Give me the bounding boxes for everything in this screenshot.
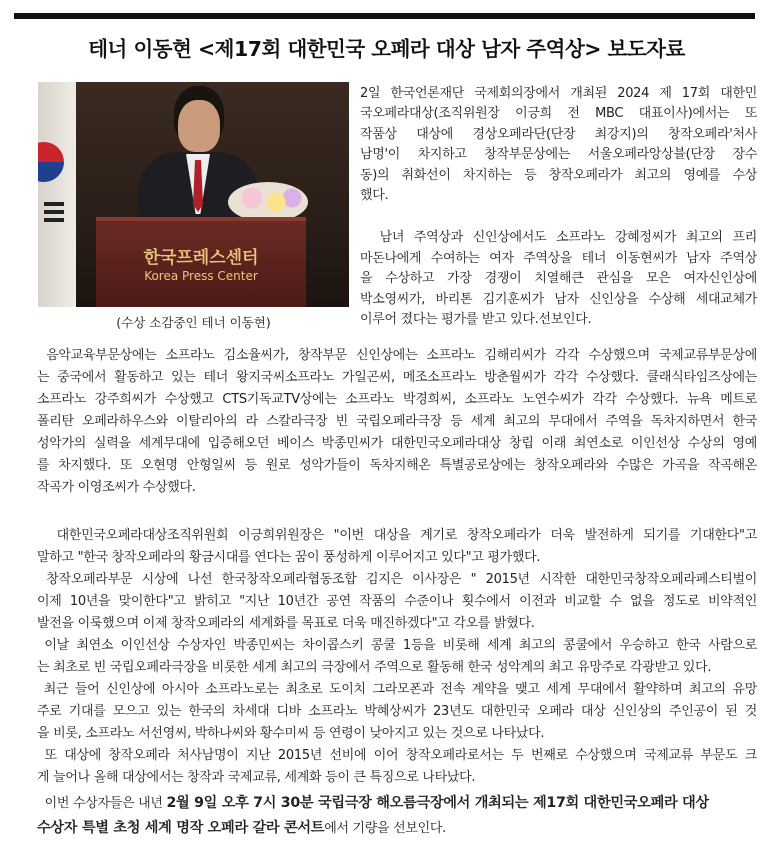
text-line: 최근 들어 신인상에 아시아 소프라노로는 최초로 도이치 그라모폰과 전속 계약을 맺고 세계 무대에서 활약하며 최고의 유망 [37, 682, 757, 697]
podium-sign-korean: 한국프레스센터 [143, 248, 259, 268]
text-line: 이날 최연소 이인선상 수상자인 박종민씨는 차이콥스키 콩쿨 1등을 비롯해 세계 최고의 콩쿨에서 우승하고 한국 사람으로 [37, 638, 757, 653]
text-line: 했다. [360, 187, 389, 203]
text-line: 남명'이 차지하고 창작부문상에는 서울오페라앙상블(단장 장수 [360, 147, 757, 163]
closing-text-bold: 수상자 특별 초청 세계 명작 오페라 갈라 콘서트 [37, 820, 325, 836]
text-line: 게 늘어나 올해 대상에서는 창작과 국제교류, 세계화 등이 큰 특징으로 나타났다. [37, 770, 476, 785]
text-line: 이제 10년을 맞이한다"고 밝히고 "지난 10년간 공연 작품의 수준이나 횟수에서 이전과 비교할 수 없을 정도로 비약적인 [37, 594, 757, 609]
korean-flag [38, 82, 76, 307]
text-line: 주로 기대를 모으고 있는 한국의 차세대 디바 소프라노 박혜상씨가 23년도 대한민국 오페라 대상 신인상의 주인공이 된 것 [37, 704, 757, 719]
photo-caption: (수상 소감중인 테너 이동현) [116, 315, 271, 330]
paragraph [37, 569, 757, 635]
body-text [37, 345, 757, 789]
text-line: 남녀 주역상과 신인상에서도 소프라노 강혜정씨가 최고의 프리 [360, 230, 757, 246]
paragraph [37, 679, 757, 745]
text-line: 박소영씨가, 바리톤 김기훈씨가 남자 신인상을 수상해 세대교체가 [360, 291, 757, 307]
text-line: 동)의 취화선이 차지하는 등 창작오페라가 최고의 영예를 수상 [360, 167, 757, 183]
text-line: 국오페라대상(조직위원장 이긍희 전 MBC 대표이사)에서는 또 [360, 106, 757, 122]
text-line: 발전을 이룩했으며 이제 창작오페라의 세계화를 목표로 더욱 매진하겠다"고 각오를 밝혔다. [37, 616, 535, 631]
text-line: 또 대상에 창작오페라 처사남명이 지난 2015년 선비에 이어 창작오페라로서는 두 번째로 수상했으며 국제교류 부문도 크 [37, 748, 757, 763]
text-line: 소프라노 강주희씨가 수상했고 CTS기독교TV상에는 소프라노 박경희씨, 소프라노 노연수씨가 각각 수상했다. 뉴욕 메트로 [37, 392, 757, 407]
closing-text-bold: 2월 9일 오후 7시 30분 국립극장 해오름극장에서 개최되는 제17회 대한민국오페라 대상 [166, 795, 709, 811]
text-line: 작품상 대상에 경상오페라단(단장 최강지)의 창작오페라'처사 [360, 126, 757, 142]
text-line: 는 최초로 빈 국립오페라극장을 비롯한 세계 최고의 극장에서 주역으로 활동해 한국 성악계의 최고 유망주로 각광받고 있다. [37, 660, 712, 675]
text-line: 대한민국오페라대상조직위원회 이긍희위원장은 "이번 대상을 계기로 창작오페라가 더욱 발전하게 되기를 기대한다"고 [37, 528, 757, 543]
paragraph [360, 84, 757, 206]
text-line: 2일 한국언론재단 국제회의장에서 개최된 2024 제 17회 대한민 [360, 86, 757, 101]
podium-sign-english: Korea Press Center [144, 269, 258, 283]
speaker-head [178, 100, 220, 152]
flower-bouquet [228, 182, 308, 222]
text-line: 작곡가 이영조씨가 수상했다. [37, 480, 196, 495]
text-line: 을 수상하고 가장 경쟁이 치열해큰 관심을 모은 여자신인상에 [360, 271, 757, 287]
text-line: 을 비롯, 소프라노 서선영씨, 박하나씨와 황수미씨 등 연령이 낮아지고 있는 것으로 나타났다. [37, 726, 545, 741]
paragraph [37, 345, 757, 499]
closing-paragraph [37, 791, 757, 841]
closing-text-normal: 에서 기량을 선보인다. [324, 821, 447, 836]
right-column-text [360, 84, 757, 330]
paragraph [37, 525, 757, 569]
top-rule [14, 13, 755, 19]
paragraph [37, 635, 757, 679]
text-line: 는 중국에서 활동하고 있는 테너 왕지국씨소프라노 가일곤씨, 메조소프라노 방춘월씨가 각각 수상했다. 클래식타임즈상에는 [37, 370, 757, 385]
award-speech-photo [38, 82, 349, 307]
paragraph [37, 745, 757, 789]
text-line: 이루어 졌다는 평가를 받고 있다.선보인다. [360, 311, 592, 327]
page-title: 테너 이동현 <제17회 대한민국 오페라 대상 남자 주역상> 보도자료 [88, 37, 685, 61]
text-line: 음악교육부문상에는 소프라노 김소율씨가, 창작부문 신인상에는 소프라노 김해리씨가 각각 수상했으며 국제교류부문상에 [37, 348, 757, 363]
text-line: 성악가의 실력을 세계무대에 입증해오던 베이스 박종민씨가 대한민국오페라대상 창립 이래 최연소로 이인선상 수상의 영예 [37, 436, 757, 451]
text-line: 창작오페라부문 시상에 나선 한국창작오페라협동조합 김지은 이사장은 " 2015년 시작한 대한민국창작오페라페스티벌이 [37, 572, 757, 587]
text-line: 폴리탄 오페라하우스와 이탈리아의 라 스칼라극장 빈 국립오페라극장 등 세계 최고의 무대에서 주역을 독차지하면서 한국 [37, 414, 757, 429]
podium [96, 217, 306, 307]
text-line: 말하고 "한국 창작오페라의 황금시대를 연다는 꿈이 풍성하게 이루어지고 있다"고 평가했다. [37, 550, 541, 565]
closing-text-normal: 이번 수상자들은 내년 [37, 796, 167, 811]
text-line: 마돈나에게 수여하는 여자 주역상을 테너 이동현씨가 남자 주역상 [360, 250, 757, 266]
text-line: 를 차지했다. 또 오현명 안형일씨 등 원로 성악가들이 독차지해온 특별공로상에는 창작오페라와 수많은 가곡을 작곡해온 [37, 458, 757, 473]
paragraph [360, 228, 757, 330]
